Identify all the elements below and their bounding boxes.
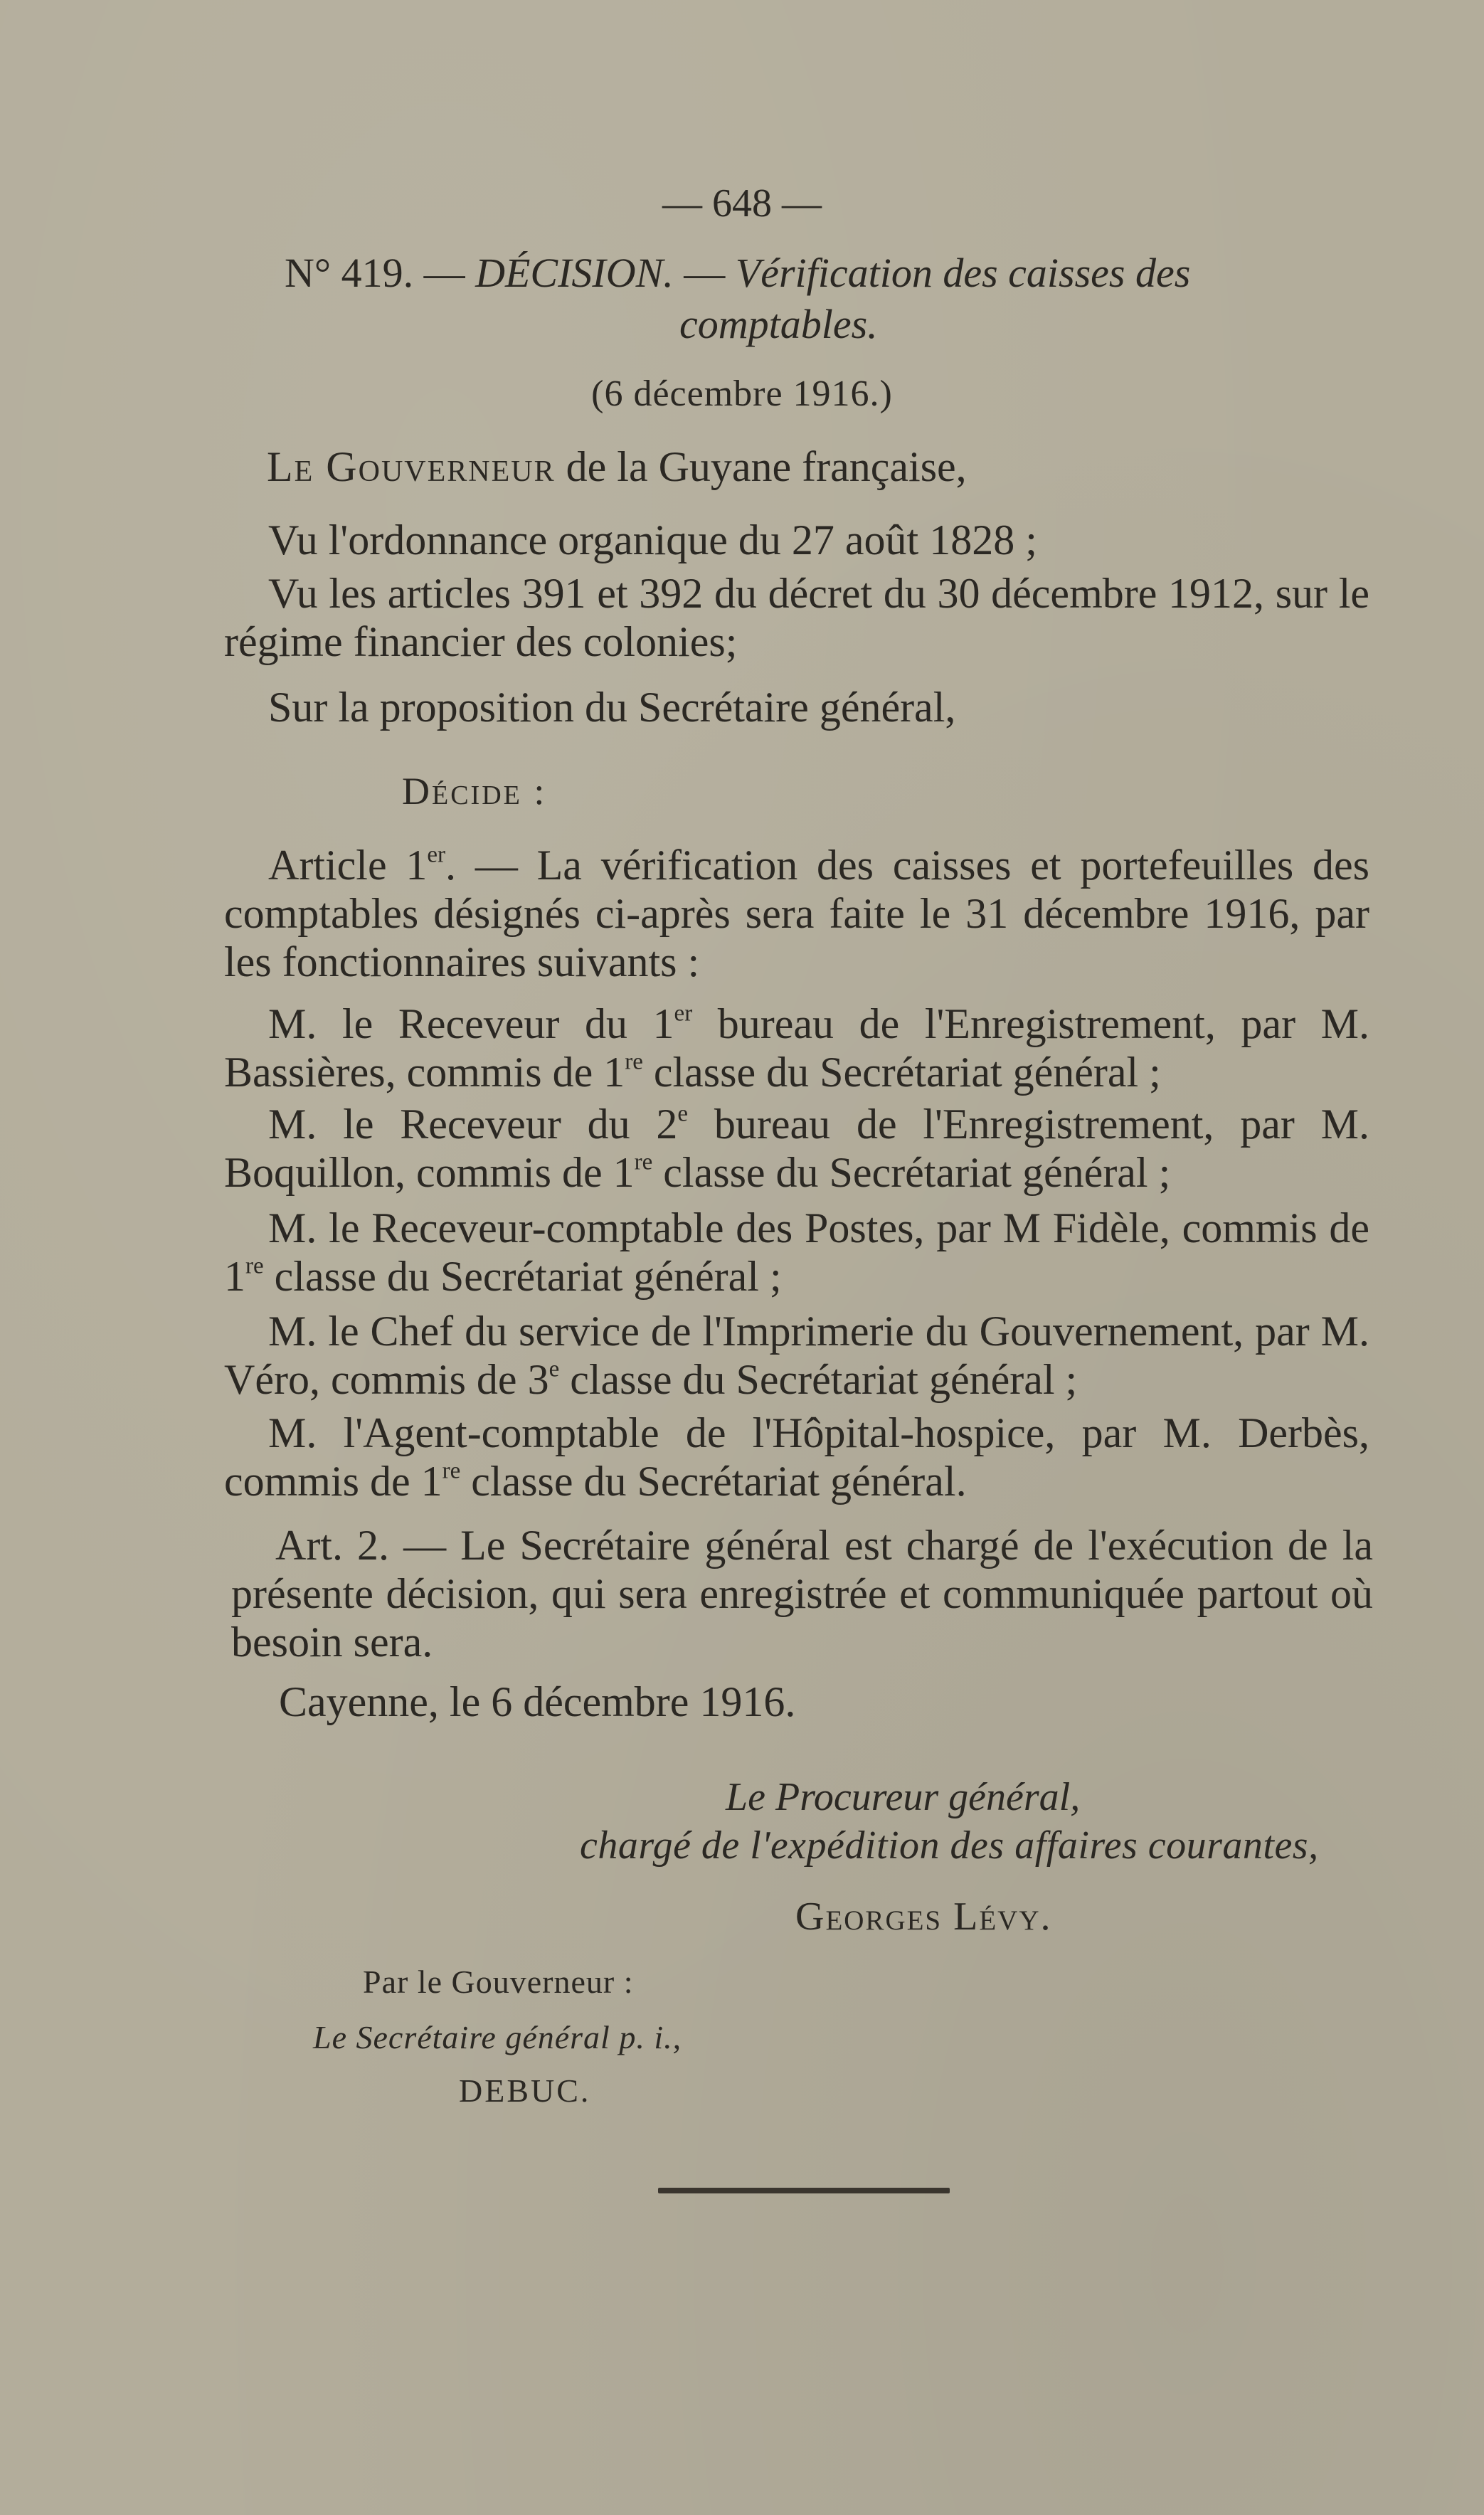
assignment-4: M. le Chef du service de l'Imprimerie du Gouvernement, par M. Véro, commis de 3e classe du Secrétariat général ; — [224, 1308, 1369, 1403]
closing-rule — [658, 2188, 950, 2193]
article-1-label: Article 1 — [268, 842, 428, 889]
governor-title: Le Gouverneur — [267, 443, 556, 490]
article-1 — [224, 841, 1369, 986]
assignment-5: M. l'Agent-comptable de l'Hôpital-hospice, par M. Derbès, commis de 1re classe du Secrétariat général. — [224, 1409, 1369, 1505]
article-1-sup: er — [427, 842, 446, 868]
considerant-2: Vu les articles 391 et 392 du décret du 30 décembre 1912, sur le régime financier des colonies; — [224, 570, 1369, 665]
decision-date: (6 décembre 1916.) — [591, 374, 893, 414]
intro-line — [267, 443, 1377, 491]
decide-heading: Décide : — [402, 770, 547, 812]
countersign-role: Le Secrétaire général p. i., — [313, 2019, 682, 2055]
countersign-name: DEBUC. — [459, 2072, 591, 2109]
considerant-1: Vu l'ordonnance organique du 27 août 1828 ; — [268, 517, 1037, 563]
assignment-2: M. le Receveur du 2e bureau de l'Enregistrement, par M. Boquillon, commis de 1re classe du Secrétariat général ; — [224, 1101, 1369, 1196]
decision-type: DÉCISION. — [475, 250, 674, 296]
place-date: Cayenne, le 6 décembre 1916. — [279, 1678, 796, 1725]
countersign-line: Par le Gouverneur : — [363, 1964, 634, 2000]
signatory-name: Georges Lévy. — [795, 1895, 1052, 1939]
article-1-text: . — La vérification des caisses et portefeuilles des comptables désignés ci-après sera faite le 31 décembre 1916, par les fonctionnaires suivants : — [224, 842, 1369, 985]
decision-number: N° 419. — [285, 250, 414, 296]
heading-dash: — — [423, 250, 465, 296]
signatory-role: Le Procureur général, — [726, 1775, 1081, 1819]
heading-dash-2: — — [684, 250, 726, 296]
considerant-3: Sur la proposition du Secrétaire général, — [268, 684, 956, 731]
decision-subject-continued: comptables. — [679, 301, 878, 347]
assignment-1: M. le Receveur du 1er bureau de l'Enregistrement, par M. Bassières, commis de 1re classe du Secrétariat général ; — [224, 1000, 1369, 1096]
governor-territory: de la Guyane française, — [566, 443, 967, 490]
signatory-role-continued: chargé de l'expédition des affaires courantes, — [580, 1823, 1319, 1868]
article-2: Art. 2. — Le Secrétaire général est chargé de l'exécution de la présente décision, qui sera enregistrée et communiquée partout où besoin sera. — [231, 1522, 1373, 1666]
decision-heading — [285, 249, 1295, 297]
page-number: — 648 — — [662, 181, 822, 226]
decision-subject: Vérification des caisses des — [735, 250, 1191, 296]
assignment-3: M. le Receveur-comptable des Postes, par M Fidèle, commis de 1re classe du Secrétariat général ; — [224, 1204, 1369, 1300]
